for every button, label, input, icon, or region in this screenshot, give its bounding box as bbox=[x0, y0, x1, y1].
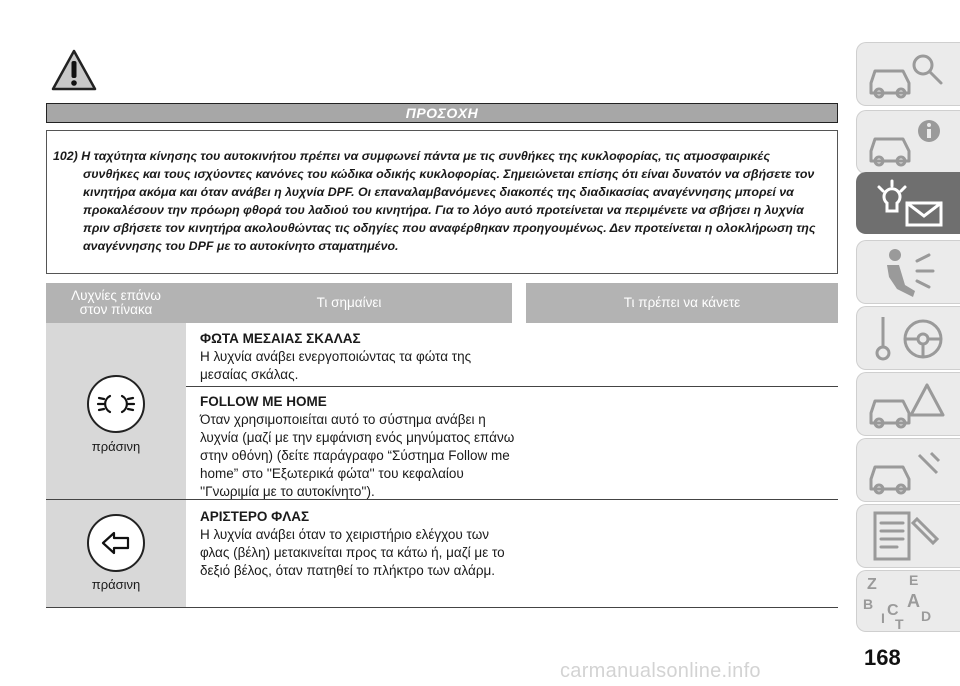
divider bbox=[46, 607, 838, 608]
table-header-action bbox=[526, 283, 838, 323]
steering-key-icon bbox=[857, 307, 960, 371]
table-row-icon-cell bbox=[46, 500, 186, 607]
tab-technical-data[interactable] bbox=[856, 504, 960, 568]
table-row-entry bbox=[200, 508, 520, 580]
lamp-color-label: πράσινη bbox=[91, 439, 141, 454]
index-letter: T bbox=[895, 616, 904, 632]
entry-title: ΦΩΤΑ ΜΕΣΑΙΑΣ ΣΚΑΛΑΣ bbox=[200, 331, 361, 346]
tab-car-search[interactable] bbox=[856, 42, 960, 106]
tab-safety[interactable] bbox=[856, 240, 960, 304]
tab-index[interactable] bbox=[856, 570, 960, 632]
specs-list-icon bbox=[857, 505, 960, 569]
tab-maintenance[interactable] bbox=[856, 438, 960, 502]
index-letter: A bbox=[907, 591, 920, 611]
table-row-entry bbox=[200, 393, 520, 501]
tab-emergency[interactable] bbox=[856, 372, 960, 436]
warning-box bbox=[46, 130, 838, 274]
entry-body: Η λυχνία ανάβει ενεργοποιώντας τα φώτα της μεσαίας σκάλας. bbox=[200, 349, 472, 382]
table-header-lamps-label: Λυχνίες επάνω στον πίνακα bbox=[71, 288, 161, 317]
car-maintenance-icon bbox=[857, 439, 960, 503]
index-letter: C bbox=[887, 602, 899, 619]
car-info-icon bbox=[857, 111, 960, 175]
index-letter: B bbox=[863, 596, 874, 612]
tab-warning-lights[interactable] bbox=[856, 172, 960, 234]
tab-car-info[interactable] bbox=[856, 110, 960, 174]
table-header-lamps bbox=[46, 283, 186, 323]
table-header-meaning bbox=[186, 283, 512, 323]
table-header-meaning-label: Τι σημαίνει bbox=[316, 295, 382, 310]
index-letter: Z bbox=[867, 576, 877, 593]
alphabetical-index-icon bbox=[857, 571, 960, 633]
left-turn-signal-icon bbox=[87, 514, 145, 572]
warning-title-bar bbox=[46, 103, 838, 123]
index-letter: E bbox=[909, 572, 919, 588]
table-header-action-label: Τι πρέπει να κάνετε bbox=[623, 295, 741, 310]
entry-title: ΑΡΙΣΤΕΡΟ ΦΛΑΣ bbox=[200, 509, 310, 524]
car-search-icon bbox=[857, 43, 960, 107]
warning-triangle-icon bbox=[50, 48, 98, 92]
watermark: carmanualsonline.info bbox=[560, 660, 761, 682]
table-row-icon-cell bbox=[46, 323, 186, 499]
entry-title: FOLLOW ME HOME bbox=[200, 394, 327, 409]
entry-body: Η λυχνία ανάβει όταν το χειριστήριο ελέγχου των φλας (βέλη) μετακινείται προς τα κάτω ή, μαζί με το δεξιό βέλος, όταν πατηθεί το πλήκτρο των αλάρμ. bbox=[200, 527, 505, 578]
tab-starting-driving[interactable] bbox=[856, 306, 960, 370]
car-breakdown-icon bbox=[857, 373, 960, 437]
entry-body: Όταν χρησιμοποιείται αυτό το σύστημα ανάβει η λυχνία (μαζί με την εμφάνιση ενός μηνύματος επάνω στην οθόνη) (δείτε παράγραφο “Σύστημα Follow me home” στο ''Εξωτερικά φώτα'' του κεφαλαίου ''Γνωριμία με το αυτοκίνητο''). bbox=[200, 412, 515, 499]
warning-title: ΠΡΟΣΟΧΗ bbox=[405, 105, 479, 121]
warning-light-message-icon bbox=[857, 173, 960, 235]
divider bbox=[186, 386, 838, 387]
position-lights-icon bbox=[87, 375, 145, 433]
warning-text: 102) Η ταχύτητα κίνησης του αυτοκινήτου πρέπει να συμφωνεί πάντα με τις συνθήκες της κυκλοφορίας, τις ατμοσφαιρικές συνθήκες και τους ισχύοντες κανόνες του κώδικα οδικής κυκλοφορίας. Σημειώνεται επίσης ότι είναι δυνατόν να σβήσετε τον κινητήρα ακόμα και όταν ανάβει η λυχνία DPF. Οι επαναλαμβανόμενες διακοπές της διαδικασίας αναγέννησης μπορεί να προκαλέσουν την πρόωρη φθορά του λαδιού του κινητήρα. Για το λόγο αυτό προτείνεται να περιμένετε να σβήσει η λυχνία πριν σβήσετε τον κινητήρα ακολουθώντας τις οδηγίες που αναφέρθηκαν προηγουμένως. Δεν προτείνεται η ολοκλήρωση της αναγέννησης του DPF με το αυτοκίνητο σταματημένο. bbox=[53, 149, 816, 253]
page-number: 168 bbox=[864, 645, 901, 670]
index-letter: D bbox=[921, 608, 932, 624]
lamp-color-label: πράσινη bbox=[91, 577, 141, 592]
index-letter: I bbox=[881, 610, 885, 626]
table-row-entry bbox=[200, 330, 520, 384]
seat-airbag-icon bbox=[857, 241, 960, 305]
